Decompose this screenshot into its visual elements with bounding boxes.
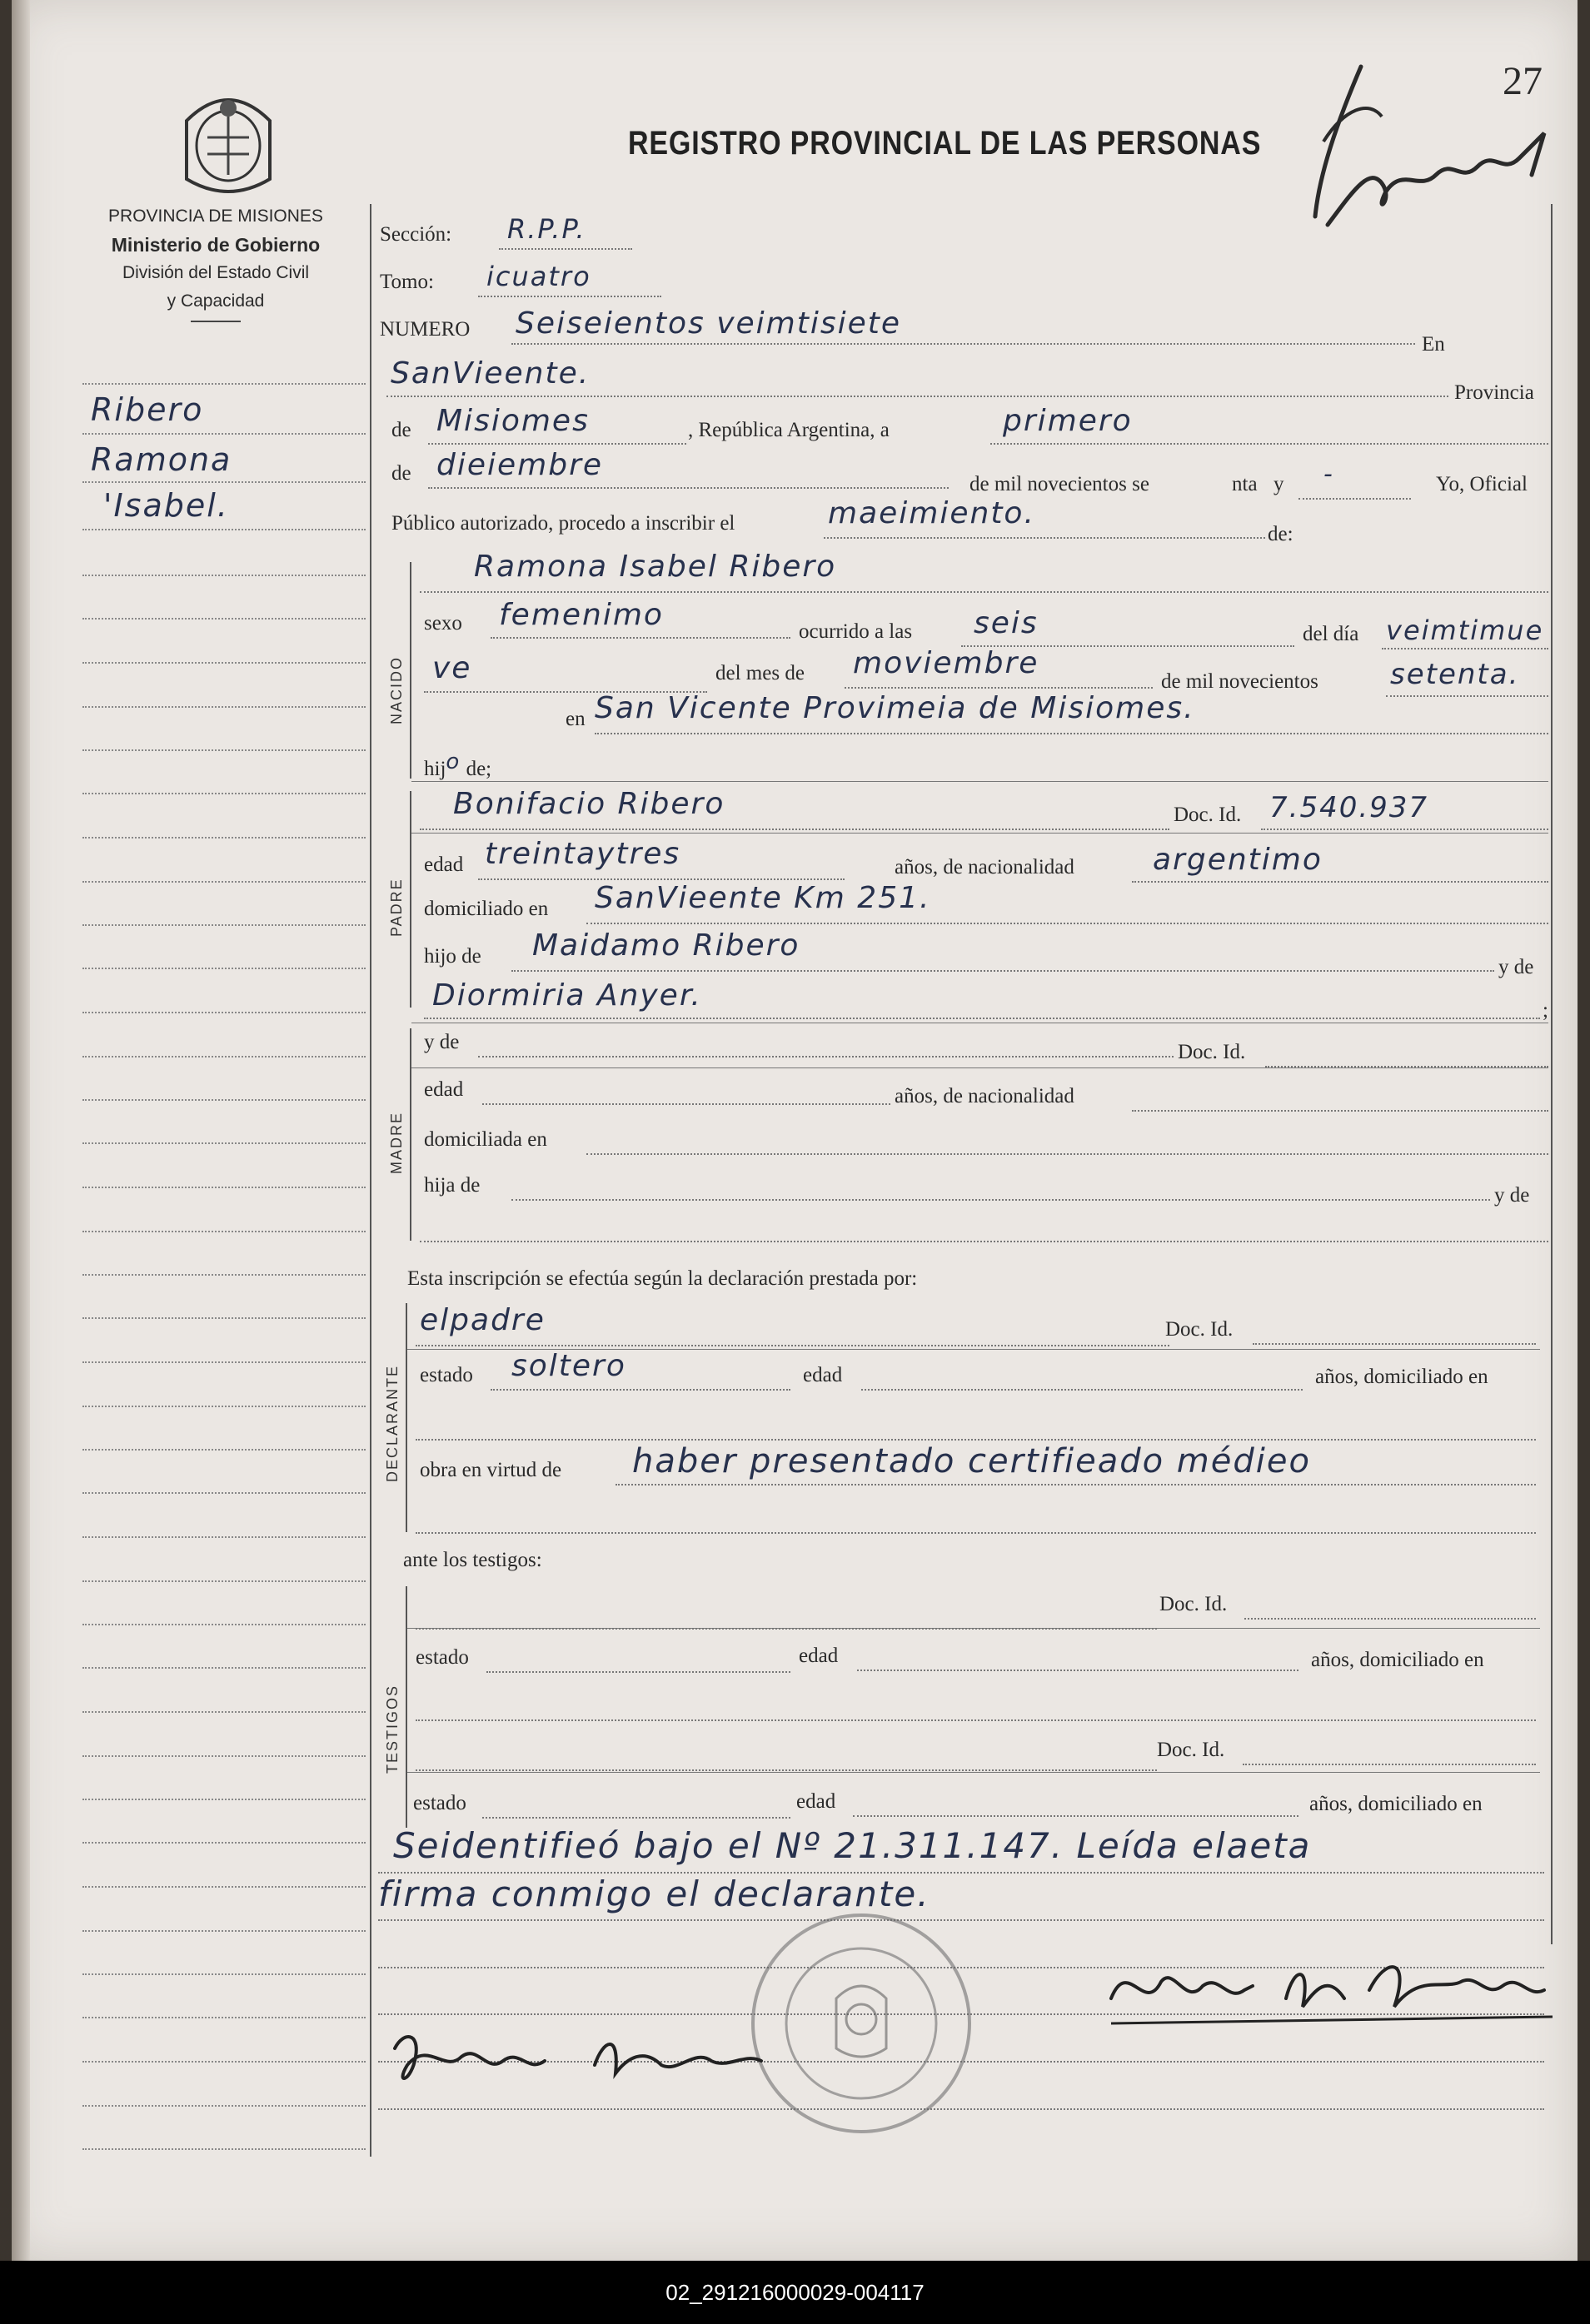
seccion-label: Sección:: [380, 223, 452, 246]
testigo2-row-line: [407, 1772, 1540, 1773]
seccion-value: R.P.P.: [507, 213, 586, 245]
ministry-header: [62, 202, 370, 327]
right-border: [1551, 204, 1553, 1944]
page-title: REGISTRO PROVINCIAL DE LAS PERSONAS: [628, 125, 1262, 162]
fecha-mes-value: dieiembre: [436, 448, 604, 482]
testigos-bracket: [406, 1586, 407, 1828]
margin-line: [82, 2061, 366, 2063]
declarante-doc-line: [1253, 1343, 1536, 1345]
seccion-line: [499, 248, 632, 250]
madre-edad-line: [482, 1103, 890, 1105]
declarante-dom-line: [416, 1439, 1536, 1441]
yde3-label: y de: [1494, 1184, 1530, 1207]
yde2-label: y de: [424, 1031, 460, 1053]
sexo-value: femenimo: [499, 598, 664, 632]
lugar-nac-line: [595, 733, 1548, 734]
testigo1-doc-line: [1244, 1618, 1536, 1620]
tomo-value: icuatro: [486, 261, 591, 292]
testigo1-estado-line: [486, 1671, 790, 1673]
margin-line: [82, 1624, 366, 1625]
anos-nac-label: años, de nacionalidad: [895, 856, 1074, 878]
margin-first-name: Ramona: [91, 441, 232, 478]
margin-line: [82, 1056, 366, 1057]
edad4-label: edad: [799, 1645, 839, 1667]
edad-line: [478, 878, 845, 880]
domiciliada-label: domiciliada en: [424, 1128, 547, 1151]
margin-line: [82, 618, 366, 620]
padre-dom-value: SanVieente Km 251.: [595, 881, 931, 915]
margin-line: [82, 1274, 366, 1276]
margin-line: [82, 837, 366, 839]
madre-side-label: MADRE: [388, 1111, 405, 1174]
reciclado-annotation: [1236, 58, 1553, 250]
delmes-label: del mes de: [715, 662, 805, 684]
coat-of-arms-seal: [170, 87, 287, 200]
fecha-mes-line: [428, 487, 949, 489]
estado3-label: estado: [413, 1792, 466, 1814]
declarante-side-label: DECLARANTE: [384, 1364, 401, 1482]
sexo-label: sexo: [424, 612, 462, 634]
testigo1-dom-line: [416, 1719, 1536, 1721]
semicolon-label: ;: [1543, 999, 1548, 1022]
provincia-line: [428, 443, 686, 445]
margin-line: [82, 968, 366, 969]
tomo-line: [478, 296, 661, 297]
lugar-line: [386, 396, 1448, 397]
anos-dom3-label: años, domiciliado en: [1309, 1793, 1483, 1815]
margin-line: [82, 881, 366, 883]
estado-line: [491, 1389, 790, 1391]
guion-value: -: [1323, 460, 1334, 489]
milnov-label: de mil novecientos: [1161, 670, 1318, 693]
mes-line: [845, 687, 1153, 689]
document-page: [12, 0, 1578, 2261]
margin-line: [82, 749, 366, 751]
margin-line: [82, 1973, 366, 1975]
madre-last-line: [420, 1241, 1548, 1242]
margin-line: [82, 383, 366, 385]
testigo2-doc-line: [1243, 1764, 1536, 1765]
yde-label: y de: [1498, 956, 1534, 978]
margin-line: [82, 1886, 366, 1888]
ano-line: [1386, 695, 1548, 697]
father-signature: [378, 2015, 778, 2098]
nac-line: [1132, 881, 1548, 883]
virtud-line: [616, 1484, 1536, 1485]
padre-doc-line: [1261, 829, 1548, 830]
edad5-label: edad: [796, 1790, 836, 1813]
madre-hija-line: [511, 1199, 1490, 1201]
publico-label: Público autorizado, procedo a inscribir el: [391, 512, 735, 535]
hora-value: seis: [974, 606, 1039, 640]
testigos-side-label: TESTIGOS: [384, 1684, 401, 1774]
margin-line: [82, 1711, 366, 1713]
ministry-label: Ministerio de Gobierno: [111, 234, 321, 256]
domiciliado-label: domiciliado en: [424, 898, 549, 920]
ano-value: setenta.: [1390, 658, 1520, 691]
mil-label-end: nta: [1232, 473, 1258, 495]
padre-side-label: PADRE: [388, 878, 405, 937]
nacido-bracket: [410, 562, 411, 779]
padre-value: Bonifacio Ribero: [453, 787, 725, 821]
margin-line: [82, 1406, 366, 1407]
hijo-label: [424, 749, 492, 781]
margin-line: [82, 1492, 366, 1494]
virtud-line2: [416, 1532, 1536, 1534]
declarante-edad-line: [861, 1389, 1303, 1391]
testigo1-docid-label: Doc. Id.: [1159, 1593, 1228, 1615]
margin-line: [82, 1930, 366, 1932]
margin-line: [82, 2105, 366, 2107]
en-label: En: [1422, 333, 1445, 356]
margin-line: [82, 575, 366, 576]
republica-label: , República Argentina, a: [688, 419, 890, 441]
padre-edad-value: treintaytres: [485, 837, 681, 871]
lugar-value: SanVieente.: [391, 356, 591, 391]
testigo2-docid-label: Doc. Id.: [1157, 1739, 1225, 1761]
margin-surname: Ribero: [91, 391, 204, 428]
division-label: División del Estado Civil: [122, 263, 310, 282]
margin-line: [82, 2148, 366, 2150]
nacido-side-label: NACIDO: [388, 655, 405, 724]
margin-line: [82, 1842, 366, 1844]
y-line: [1298, 498, 1411, 500]
margin-line: [82, 529, 366, 530]
de-label: de: [391, 419, 411, 441]
hijode-label: hijo de: [424, 945, 481, 968]
provincia-label: Provincia: [1454, 381, 1534, 404]
binder-edge: [12, 0, 30, 2261]
margin-second-name: 'Isabel.: [103, 487, 229, 524]
margin-line: [82, 1536, 366, 1538]
padre-docid-label: Doc. Id.: [1174, 804, 1242, 826]
dia-line: [1382, 648, 1548, 649]
dom-line: [586, 923, 1548, 924]
margin-line: [82, 1799, 366, 1800]
deldia-label: del día: [1303, 623, 1359, 645]
edad3-label: edad: [803, 1364, 843, 1386]
capacity-label: y Capacidad: [167, 291, 265, 311]
margin-line: [82, 1755, 366, 1757]
madre-nac-line: [1132, 1110, 1548, 1112]
edad2-label: edad: [424, 1078, 464, 1101]
y-label: y: [1273, 473, 1284, 495]
numero-value: Seiseientos veimtisiete: [516, 306, 902, 341]
declarante-docid-label: Doc. Id.: [1165, 1318, 1234, 1341]
de2-label: de: [391, 462, 411, 485]
margin-line: [82, 1012, 366, 1013]
abuelo-line: [511, 970, 1494, 972]
estado-value: soltero: [511, 1349, 626, 1383]
inscripcion-label: Esta inscripción se efectúa según la declaración prestada por:: [407, 1267, 918, 1290]
testigo2-edad-line: [853, 1815, 1298, 1817]
nombre-value: Ramona Isabel Ribero: [474, 550, 837, 584]
margin-line: [82, 481, 366, 483]
padre-line: [420, 829, 1169, 830]
testigo1-edad-line: [857, 1670, 1298, 1671]
margin-line: [82, 1317, 366, 1319]
margin-line: [82, 1099, 366, 1101]
province-label: PROVINCIA DE MISIONES: [108, 207, 323, 226]
dia2-value: ve: [432, 651, 472, 685]
hijo-prefix: hij: [424, 758, 446, 780]
margin-line: [82, 924, 366, 926]
margin-line: [82, 1361, 366, 1363]
padre-nac-value: argentimo: [1153, 843, 1323, 877]
nacido-bottom-line: [411, 781, 1548, 782]
margin-line: [82, 1667, 366, 1669]
sexo-line: [491, 637, 790, 639]
mes-value: moviembre: [853, 646, 1039, 680]
fecha-dia-line: [990, 443, 1548, 445]
madre-bracket: [410, 1028, 411, 1241]
testigo1-row-line: [407, 1628, 1540, 1629]
testigo2-estado-line: [482, 1817, 790, 1819]
abuela-value: Diormiria Anyer.: [432, 978, 702, 1013]
margin-line: [82, 793, 366, 794]
mil-label: de mil novecientos se: [969, 473, 1149, 495]
padre-row-line: [411, 833, 1548, 834]
margin-line: [82, 433, 366, 435]
madre-docid-label: Doc. Id.: [1178, 1041, 1246, 1063]
declarante-value: elpadre: [420, 1303, 546, 1337]
dia-value: veimtimue: [1386, 615, 1544, 646]
acto-line: [824, 537, 1265, 539]
obra-label: obra en virtud de: [420, 1459, 562, 1481]
estado2-label: estado: [416, 1646, 469, 1669]
margin-line: [82, 706, 366, 708]
abuelo-value: Maidamo Ribero: [532, 928, 800, 963]
madre-name-line: [478, 1056, 1174, 1057]
madre-row-line: [411, 1067, 1548, 1068]
margin-line: [82, 1449, 366, 1451]
hijade-label: hija de: [424, 1174, 481, 1197]
nota2-value: firma conmigo el declarante.: [378, 1874, 930, 1914]
tomo-label: Tomo:: [380, 271, 434, 293]
official-signature: [1094, 1940, 1561, 2040]
anos-dom2-label: años, domiciliado en: [1311, 1649, 1484, 1671]
madre-dom-line: [586, 1153, 1548, 1155]
hijo-suffix: o: [446, 749, 461, 774]
estado-label: estado: [420, 1364, 473, 1386]
declarante-bracket: [406, 1303, 407, 1532]
main-column-divider: [370, 204, 371, 2157]
padre-doc-value: 7.540.937: [1269, 791, 1429, 824]
oficial-label: Yo, Oficial: [1436, 473, 1528, 495]
anos-nac2-label: años, de nacionalidad: [895, 1085, 1074, 1107]
edad-label: edad: [424, 853, 464, 876]
anos-dom-label: años, domiciliado en: [1315, 1366, 1488, 1388]
page-number: 27: [1503, 59, 1543, 103]
nombre-line: [420, 591, 1548, 593]
provincia-value: Misiomes: [436, 404, 590, 438]
official-stamp: [745, 1907, 978, 2140]
acto-value: maeimiento.: [828, 496, 1035, 530]
en2-label: en: [566, 708, 586, 730]
abuela-line: [424, 1018, 1540, 1019]
ante-label: ante los testigos:: [403, 1549, 542, 1571]
margin-line: [82, 1187, 366, 1188]
nota1-value: Seidentifieó bajo el Nº 21.311.147. Leída elaeta: [393, 1825, 1312, 1866]
margin-line: [82, 1580, 366, 1582]
divider: [191, 321, 241, 322]
ocurrido-label: ocurrido a las: [799, 620, 913, 643]
numero-line: [511, 343, 1415, 345]
padre-bracket: [410, 791, 411, 1008]
margin-line: [82, 1231, 366, 1232]
numero-label: NUMERO: [380, 318, 471, 341]
margin-line: [82, 1142, 366, 1144]
file-id-footer: 02_291216000029-004117: [0, 2261, 1590, 2324]
declarante-line: [416, 1345, 1169, 1346]
lugar-nac-value: San Vicente Provimeia de Misiomes.: [595, 691, 1195, 725]
margin-line: [82, 662, 366, 664]
testigo2-line: [416, 1769, 1157, 1771]
fecha-dia-value: primero: [1003, 404, 1133, 438]
hijo-de: de;: [466, 758, 492, 780]
virtud-value: haber presentado certifieado médieo: [632, 1442, 1311, 1480]
margin-line: [82, 2017, 366, 2018]
de3-label: de:: [1268, 523, 1293, 545]
